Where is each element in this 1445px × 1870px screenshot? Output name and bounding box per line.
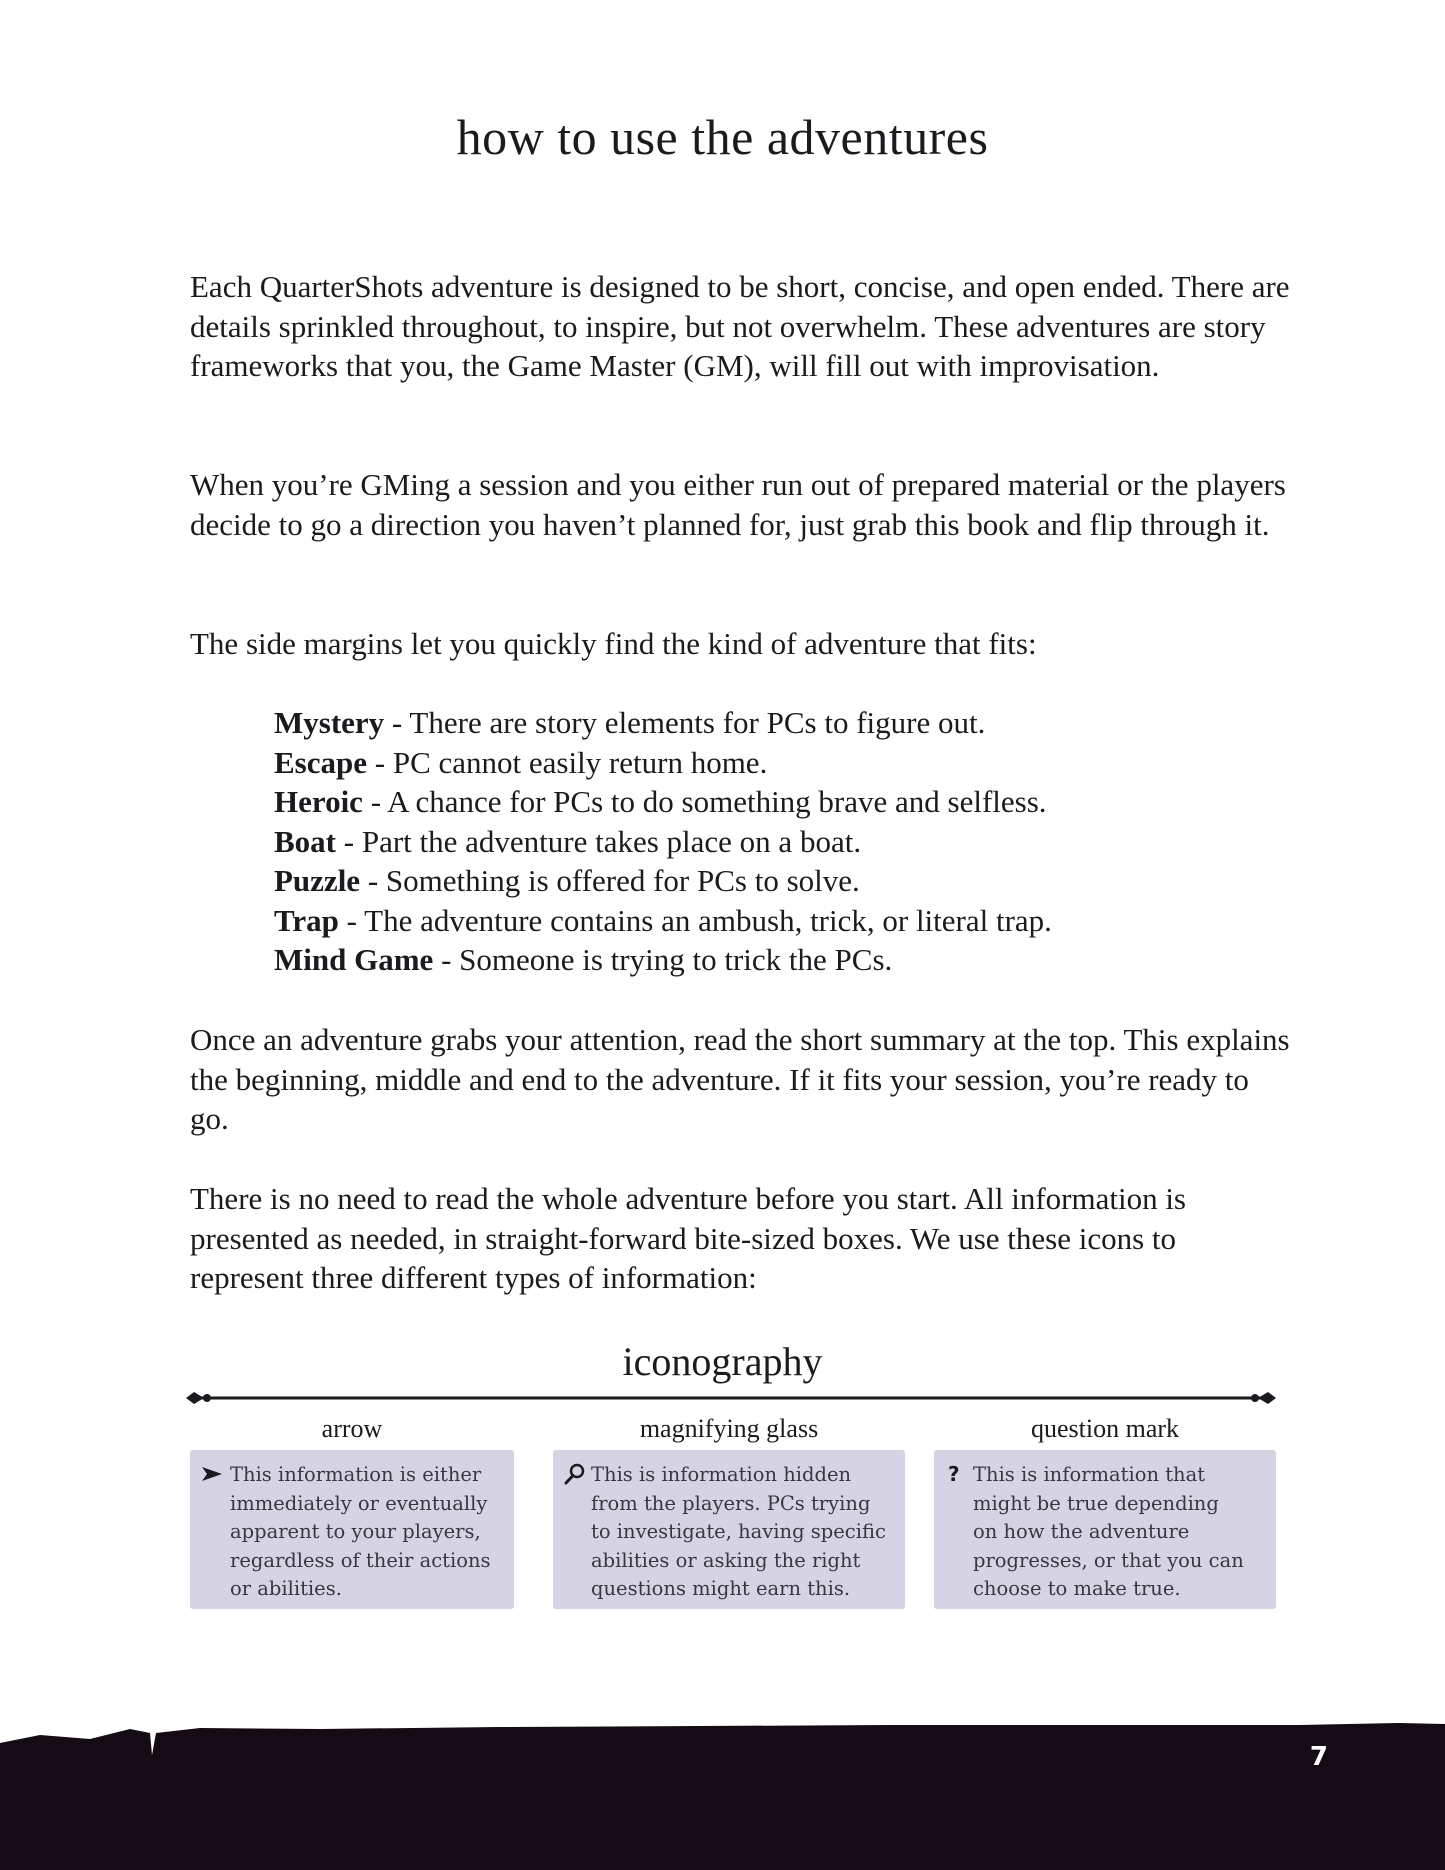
box-line: questions might earn this. — [591, 1577, 851, 1600]
tag-name: Escape — [274, 744, 367, 780]
magnifying-glass-column-heading: magnifying glass — [639, 1414, 819, 1443]
arrow-icon — [201, 1462, 223, 1486]
tag-item-mystery — [274, 703, 1052, 743]
tag-description: - Part the adventure takes place on a boat. — [336, 823, 862, 859]
tag-description: - There are story elements for PCs to figure out. — [384, 705, 986, 740]
summary-paragraph: Once an adventure grabs your attention, read the short summary at the top. This explains the beginning, middle and end to the adventure. If it fits your session, you’re ready to go. — [190, 1022, 1290, 1136]
tag-name: Mystery — [274, 705, 385, 740]
arrow-info-box — [190, 1450, 514, 1609]
tag-name: Mind Game — [274, 942, 434, 977]
box-line: abilities or asking the right — [591, 1548, 861, 1572]
tag-description: - A chance for PCs to do something brave and selfless. — [362, 784, 1047, 819]
adventure-tag-list — [274, 703, 1052, 980]
box-line: regardless of their actions — [230, 1548, 491, 1572]
box-line: apparent to your players, — [230, 1520, 481, 1543]
tag-item-escape — [274, 743, 1052, 783]
box-line: This is information that — [973, 1463, 1206, 1486]
magnifying-glass-icon — [564, 1462, 586, 1486]
iconography-heading: iconography — [622, 1339, 823, 1384]
question-mark-icon — [945, 1462, 967, 1486]
tag-item-mind-game — [274, 940, 1052, 980]
tag-description: - Someone is trying to trick the PCs. — [433, 942, 893, 977]
tag-description: - The adventure contains an ambush, trick, or literal trap. — [338, 902, 1052, 938]
tag-name: Puzzle — [274, 863, 361, 898]
box-line: This is information hidden — [591, 1463, 852, 1486]
tag-name: Heroic — [274, 784, 363, 819]
torn-footer-band — [0, 1715, 1445, 1870]
tag-item-trap — [274, 901, 1052, 941]
tag-item-heroic — [274, 782, 1052, 822]
icons-intro-paragraph: There is no need to read the whole adventure before you start. All information is presented as needed, in straight-forward bite-sized boxes. We use these icons to represent three different types of information: — [190, 1181, 1186, 1295]
tag-description: - Something is offered for PCs to solve. — [360, 863, 860, 898]
tag-name: Trap — [274, 902, 339, 938]
tag-name: Boat — [274, 823, 336, 859]
tag-item-puzzle — [274, 861, 1052, 901]
gming-paragraph: When you’re GMing a session and you either run out of prepared material or the players decide to go a direction you haven’t planned for, just grab this book and flip through it. — [190, 467, 1286, 542]
intro-paragraph: Each QuarterShots adventure is designed to be short, concise, and open ended. There are details sprinkled throughout, to inspire, but not overwhelm. These adventures are story frameworks that you, the Game Master (GM), will fill out with improvisation. — [190, 269, 1290, 383]
box-line: This information is either — [230, 1463, 482, 1486]
box-line: to investigate, having specific — [591, 1520, 886, 1543]
section-divider — [186, 1388, 1276, 1408]
box-line: immediately or eventually — [230, 1491, 488, 1515]
box-line: choose to make true. — [973, 1577, 1181, 1600]
box-line: progresses, or that you can — [973, 1548, 1244, 1572]
arrow-column-heading: arrow — [321, 1414, 383, 1443]
box-line: on how the adventure — [973, 1520, 1190, 1543]
magnifying-glass-info-box — [553, 1450, 905, 1609]
box-line: or abilities. — [230, 1577, 342, 1600]
question-mark-info-box — [934, 1450, 1276, 1609]
tag-item-boat — [274, 822, 1052, 862]
svg-text:?: ? — [948, 1462, 960, 1486]
question-mark-column-heading: question mark — [1030, 1414, 1180, 1443]
box-line: from the players. PCs trying — [591, 1491, 871, 1515]
tag-description: - PC cannot easily return home. — [367, 744, 768, 780]
side-margins-paragraph: The side margins let you quickly find the kind of adventure that fits: — [190, 626, 1037, 661]
box-line: might be true depending — [973, 1491, 1219, 1515]
page-number: 7 — [1309, 1742, 1328, 1772]
page-title: how to use the adventures — [456, 109, 989, 165]
